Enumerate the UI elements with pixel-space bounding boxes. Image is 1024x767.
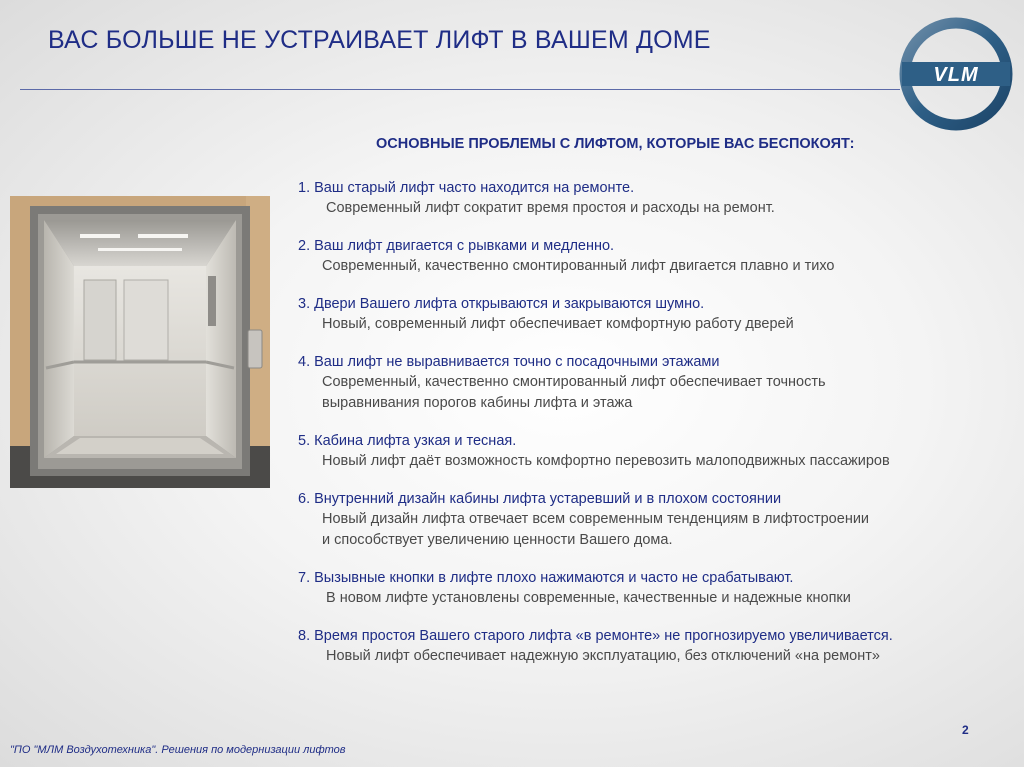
problems-heading: ОСНОВНЫЕ ПРОБЛЕМЫ С ЛИФТОМ, КОТОРЫЕ ВАС БЕСПОКОЯТ:	[376, 136, 855, 152]
problem-title: 7. Вызывные кнопки в лифте плохо нажимаются и часто не срабатывают.	[298, 570, 794, 586]
problem-title: 5. Кабина лифта узкая и тесная.	[298, 433, 517, 449]
problem-title: 1. Ваш старый лифт часто находится на ремонте.	[298, 180, 635, 196]
solution-text: Современный лифт сократит время простоя и расходы на ремонт.	[326, 200, 775, 216]
list-item	[298, 236, 1018, 277]
logo-text: VLM	[933, 64, 979, 86]
footer-company: "ПО "МЛМ Воздухотехника". Решения по модернизации лифтов	[10, 744, 346, 756]
solution-text: Современный, качественно смонтированный лифт обеспечивает точность	[322, 374, 826, 390]
problem-title: 2. Ваш лифт двигается с рывками и медленно.	[298, 238, 615, 254]
list-item	[298, 626, 1018, 667]
list-item	[298, 489, 1018, 551]
list-item	[298, 431, 1018, 472]
solution-text: Новый лифт обеспечивает надежную эксплуатацию, без отключений «на ремонт»	[326, 648, 880, 664]
list-item	[298, 294, 1018, 335]
list-item	[298, 178, 1018, 219]
list-item	[298, 568, 1018, 609]
solution-text: Новый дизайн лифта отвечает всем современным тенденциям в лифтостроении	[322, 511, 870, 527]
problem-title: 6. Внутренний дизайн кабины лифта устаревший и в плохом состоянии	[298, 491, 782, 507]
solution-text: и способствует увеличению ценности Вашего дома.	[322, 532, 673, 548]
list-item	[298, 352, 1018, 414]
solution-text: выравнивания порогов кабины лифта и этажа	[322, 395, 633, 411]
problems-list	[298, 178, 1018, 684]
company-logo	[898, 16, 1014, 132]
solution-text: Современный, качественно смонтированный лифт двигается плавно и тихо	[322, 258, 835, 274]
problem-title: 3. Двери Вашего лифта открываются и закрываются шумно.	[298, 296, 705, 312]
elevator-cabin-photo	[10, 196, 270, 488]
page-number: 2	[962, 723, 969, 737]
problem-title: 8. Время простоя Вашего старого лифта «в ремонте» не прогнозируемо увеличивается.	[298, 628, 893, 644]
problem-title: 4. Ваш лифт не выравнивается точно с посадочными этажами	[298, 354, 720, 370]
page-title: ВАС БОЛЬШЕ НЕ УСТРАИВАЕТ ЛИФТ В ВАШЕМ ДОМЕ	[48, 26, 711, 54]
solution-text: Новый, современный лифт обеспечивает комфортную работу дверей	[322, 316, 794, 332]
solution-text: В новом лифте установлены современные, качественные и надежные кнопки	[326, 590, 851, 606]
title-divider	[20, 89, 900, 90]
solution-text: Новый лифт даёт возможность комфортно перевозить малоподвижных пассажиров	[322, 453, 890, 469]
